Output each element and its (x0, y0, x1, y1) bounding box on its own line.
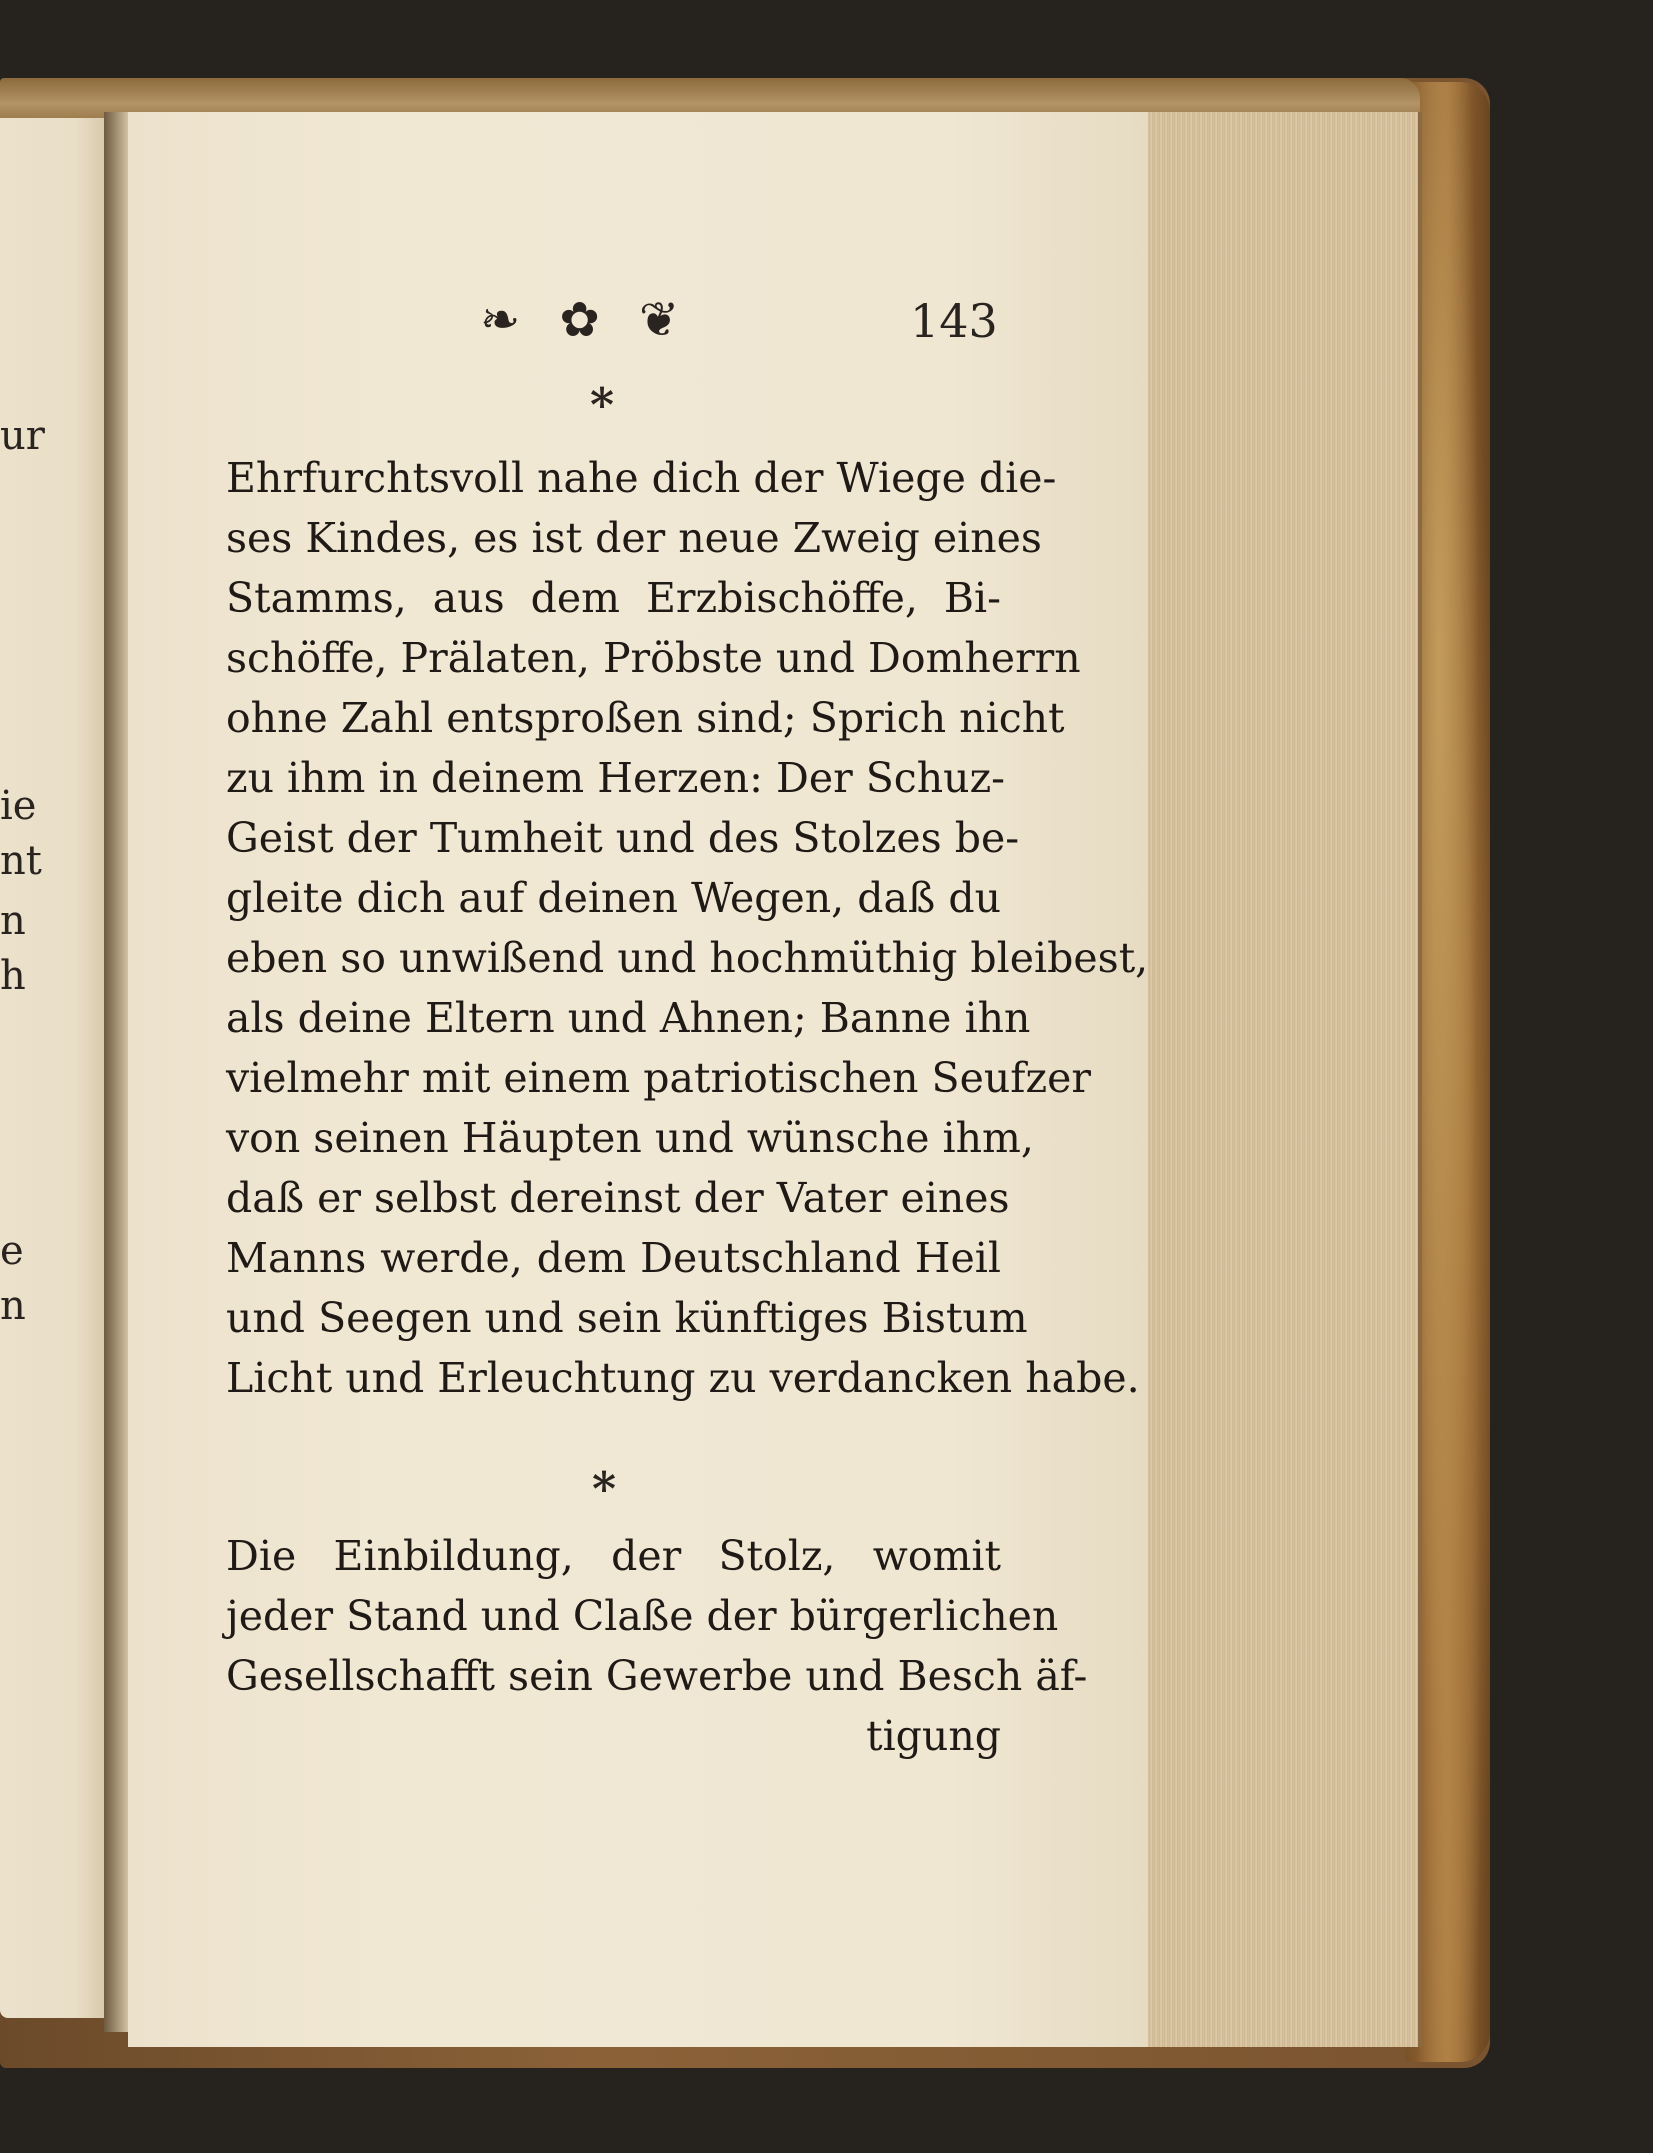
left-page-fragment: h (0, 953, 26, 999)
text-line: gleite dich auf deinen Wegen, daß du (226, 874, 1001, 922)
section-marker: * (592, 1462, 617, 1516)
text-line: und Seegen und sein künftiges Bistum (226, 1294, 1028, 1342)
left-page-fragment: ur (0, 413, 45, 459)
text-line: Licht und Erleuchtung zu verdancken habe. (226, 1354, 1140, 1402)
page-number: 143 (910, 294, 998, 348)
text-line: von seinen Häupten und wünsche ihm, (226, 1114, 1034, 1162)
left-page-fragment: n (0, 1283, 26, 1329)
text-line: Geist der Tumheit und des Stolzes be- (226, 814, 1020, 862)
left-page-fragment: e (0, 1228, 24, 1274)
text-line: Ehrfurchtsvoll nahe dich der Wiege die- (226, 454, 1057, 502)
left-page-fragment: nt (0, 838, 42, 884)
text-line: vielmehr mit einem patriotischen Seufzer (226, 1054, 1091, 1102)
text-line: als deine Eltern und Ahnen; Banne ihn (226, 994, 1031, 1042)
text-line: schöffe, Prälaten, Pröbste und Domherrn (226, 634, 1081, 682)
text-line: daß er selbst dereinst der Vater eines (226, 1174, 1010, 1222)
text-line: ohne Zahl entsproßen sind; Sprich nicht (226, 694, 1065, 742)
left-page-fragment: n (0, 898, 26, 944)
section-marker: * (590, 378, 615, 432)
left-page (0, 118, 108, 2018)
paragraph-1 (226, 448, 1149, 1408)
page-block-edge (1148, 112, 1422, 2047)
left-page-fragment: ie (0, 783, 37, 829)
text-line: ses Kindes, es ist der neue Zweig eines (226, 514, 1042, 562)
text-line: eben so unwißend und hochmüthig bleibest, (226, 934, 1149, 982)
text-line: Manns werde, dem Deutschland Heil (226, 1234, 1001, 1282)
ornament-icon: ❧ ✿ ❦ (480, 292, 692, 348)
paragraph-2 (226, 1526, 1088, 1766)
page-header (480, 292, 998, 352)
text-line: zu ihm in deinem Herzen: Der Schuz- (226, 754, 1006, 802)
text-line: Gesellschafft sein Gewerbe und Besch äf- (226, 1652, 1088, 1700)
catchword: tigung (866, 1712, 1001, 1760)
text-line: jeder Stand und Claße der bürgerlichen (226, 1592, 1059, 1640)
text-line: Stamms, aus dem Erzbischöffe, Bi- (226, 574, 1001, 622)
text-line: Die Einbildung, der Stolz, womit (226, 1532, 1001, 1580)
